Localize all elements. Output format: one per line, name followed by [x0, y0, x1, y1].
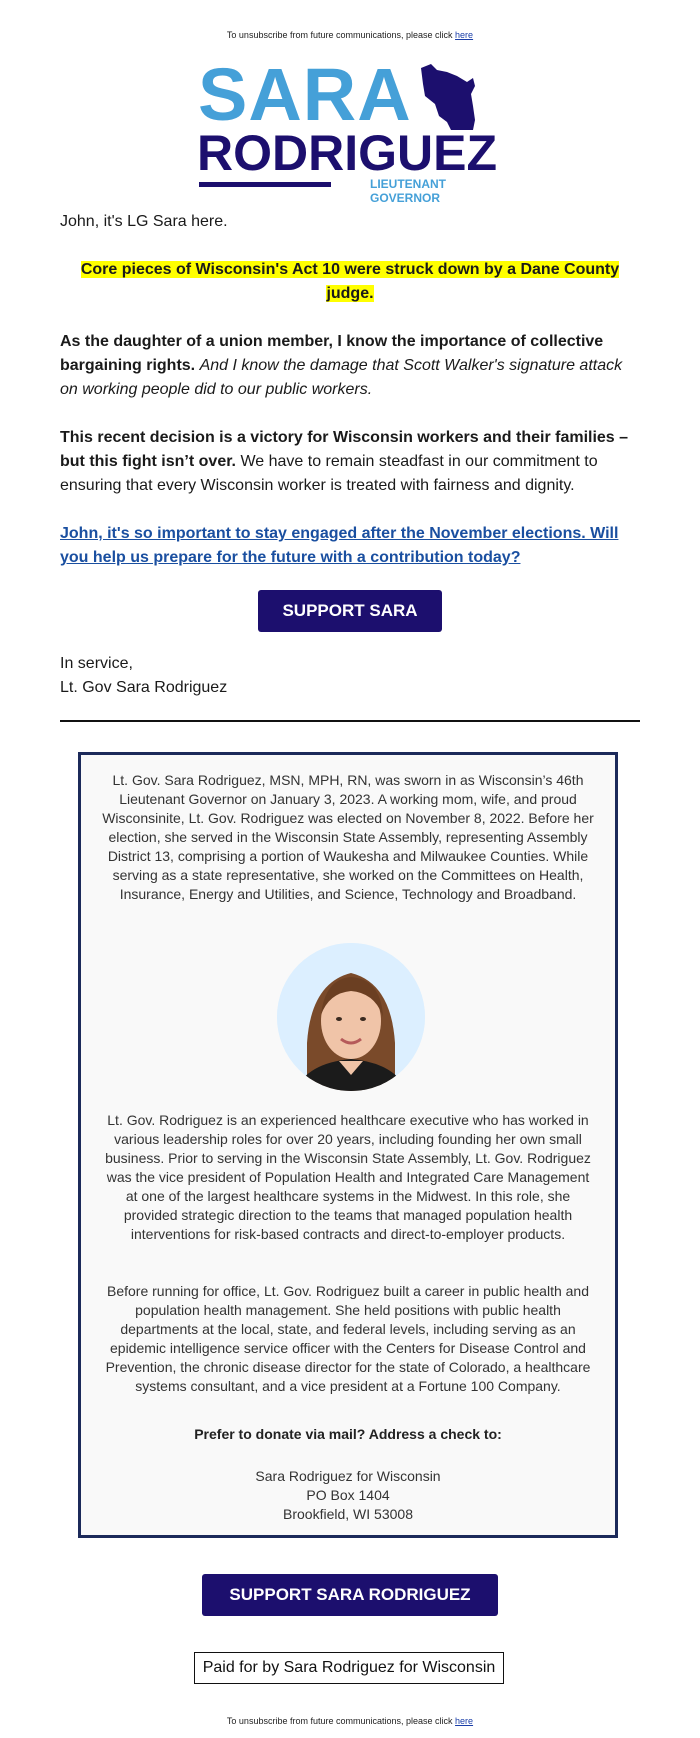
signoff: [60, 652, 640, 700]
unsubscribe-notice-bottom: [0, 1716, 700, 1726]
address-line-1: Sara Rodriguez for Wisconsin: [255, 1468, 441, 1484]
support-sara-button[interactable]: SUPPORT SARA: [258, 590, 442, 632]
unsubscribe-notice-top: [0, 30, 700, 40]
logo-first-name: SARA: [198, 53, 412, 136]
paragraph-union-bold: As the daughter of a union member, I know the importance of collective bargaining rights.: [60, 333, 604, 374]
portrait-illustration: [277, 943, 425, 1091]
unsubscribe-text: To unsubscribe from future communications, please click: [226, 30, 453, 40]
paragraph-union: [60, 330, 640, 402]
unsubscribe-text: To unsubscribe from future communications, please click: [226, 1716, 453, 1726]
campaign-logo: [195, 53, 515, 205]
unsubscribe-link[interactable]: here: [455, 30, 474, 40]
signoff-line-1: In service,: [60, 655, 133, 672]
bio-paragraph-2: Lt. Gov. Rodriguez is an experienced healthcare executive who has worked in various leadership roles for over 20 years, including founding her own small business. Prior to serving in the Wisconsin State Assembly, Lt. Gov. Rodriguez was the vice president of Population Health and Integrated Care Management at one of the largest healthcare systems in the Midwest. In this role, she provided strategic direction to the teams that managed population health interventions for risk-based contracts and direct-to-employer products.: [105, 1112, 591, 1242]
headline-text: Core pieces of Wisconsin's Act 10 were struck down by a Dane County judge.: [80, 261, 620, 302]
logo-underline: [199, 182, 331, 187]
wisconsin-state-icon: [417, 60, 479, 132]
paragraph-union-italic: And I know the damage that Scott Walker's signature attack on working people did to our public workers.: [60, 357, 623, 398]
paragraph-victory-bold: This recent decision is a victory for Wisconsin workers and their families – but this fight isn’t over.: [60, 429, 629, 470]
paragraph-victory-rest: We have to remain steadfast in our commitment to ensuring that every Wisconsin worker is treated with fairness and dignity.: [60, 453, 598, 494]
support-sara-rodriguez-button[interactable]: SUPPORT SARA RODRIGUEZ: [202, 1574, 498, 1616]
logo-title: LIEUTENANT GOVERNOR: [370, 177, 446, 205]
address-line-2: PO Box 1404: [306, 1487, 390, 1503]
address-line-3: Brookfield, WI 53008: [283, 1506, 413, 1522]
paid-for-disclaimer: Paid for by Sara Rodriguez for Wisconsin: [194, 1652, 504, 1684]
bio-paragraph-3: Before running for office, Lt. Gov. Rodriguez built a career in public health and population health management. She held positions with public health departments at the local, state, and federal levels, including serving as an epidemic intelligence service officer with the Centers for Disease Control and Prevention, the chronic disease director for the state of Colorado, a healthcare systems consultant, and a vice president at a Fortune 100 Company.: [105, 1283, 591, 1394]
paragraph-victory: [60, 426, 640, 498]
contribution-link-paragraph: [60, 522, 640, 570]
greeting: John, it's LG Sara here.: [60, 213, 228, 230]
candidate-photo: [277, 943, 425, 1091]
signoff-line-2: Lt. Gov Sara Rodriguez: [60, 679, 228, 696]
bio-paragraph-1: Lt. Gov. Sara Rodriguez, MSN, MPH, RN, was sworn in as Wisconsin’s 46th Lieutenant Governor on January 3, 2023. A working mom, wife, and proud Wisconsinite, Lt. Gov. Rodriguez was elected on November 8, 2022. Before her election, she served in the Wisconsin State Assembly, representing Assembly District 13, comprising a portion of Waukesha and Milwaukee Counties. While serving as a state representative, she worked on the Committees on Health, Insurance, Energy and Utilities, and Science, Technology and Broadband.: [102, 772, 594, 902]
unsubscribe-link[interactable]: here: [455, 1716, 474, 1726]
logo-last-name: RODRIGUEZ: [197, 125, 497, 181]
contribution-link[interactable]: John, it's so important to stay engaged after the November elections. Will you help us prepare for the future with a contribution today?: [60, 525, 619, 566]
divider: [60, 720, 640, 722]
mailing-address: [101, 1467, 595, 1524]
bio-box: [78, 752, 618, 1538]
mail-donation-heading: Prefer to donate via mail? Address a check to:: [194, 1426, 502, 1442]
headline: [60, 258, 640, 306]
